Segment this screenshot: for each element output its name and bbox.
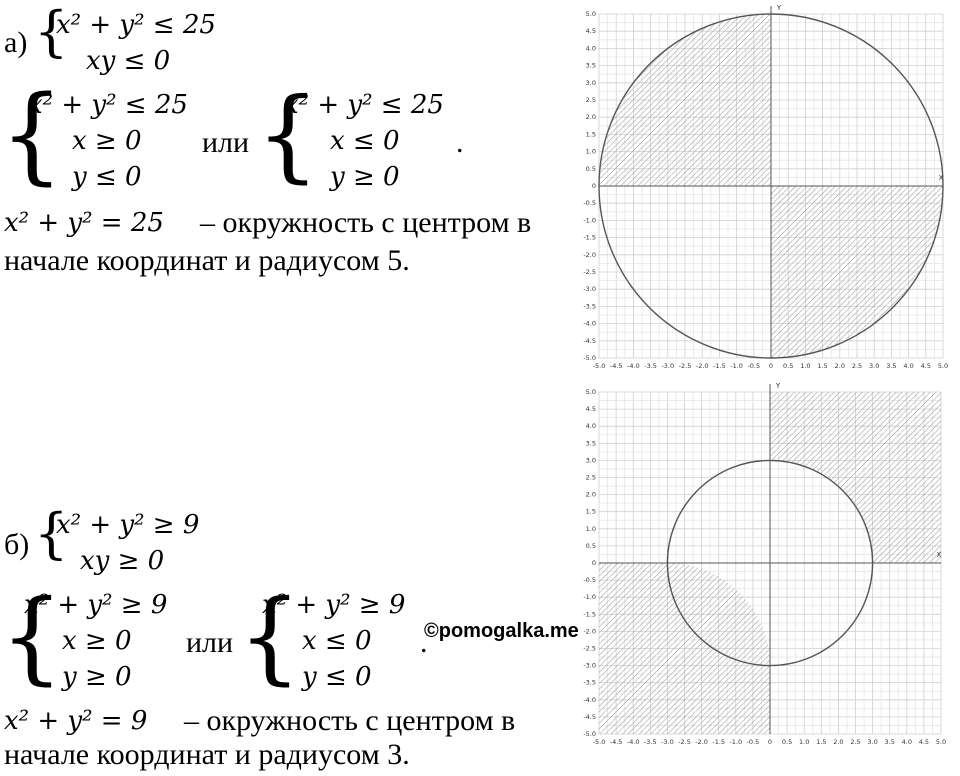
- case-line: y ≤ 0: [72, 162, 142, 192]
- x-tick-label: 3.0: [869, 362, 880, 370]
- x-tick-label: 2.5: [851, 362, 863, 370]
- x-axis-label: X: [938, 174, 944, 182]
- x-tick-label: -2.0: [695, 738, 708, 746]
- graph-a: [580, 0, 960, 378]
- y-tick-label: 3.0: [585, 78, 596, 87]
- y-tick-label: 1.5: [585, 130, 596, 139]
- y-tick-label: 4.0: [585, 422, 596, 431]
- x-tick-label: 3.5: [886, 362, 897, 370]
- case-line: x ≤ 0: [302, 626, 372, 656]
- x-tick-label: 0: [768, 362, 774, 370]
- y-tick-label: 3.5: [585, 61, 596, 70]
- system-line: xy ≤ 0: [86, 46, 171, 76]
- x-tick-label: 3.5: [884, 738, 895, 746]
- system-line: xy ≥ 0: [80, 546, 165, 576]
- y-tick-label: -0.5: [583, 576, 596, 585]
- y-tick-label: 0.5: [585, 164, 596, 173]
- y-tick-label: -0.5: [583, 199, 596, 208]
- part-a-label: а): [4, 26, 28, 59]
- x-tick-label: 1.0: [800, 362, 811, 370]
- y-tick-label: -1.0: [583, 593, 596, 602]
- description-text: – окружность с центром в: [184, 704, 516, 737]
- system-line: x² + y² ≤ 25: [56, 10, 216, 40]
- y-tick-label: -3.5: [583, 302, 596, 311]
- description-text: начале координат и радиусом 3.: [4, 738, 410, 771]
- x-tick-label: -3.0: [661, 362, 675, 370]
- y-tick-label: 0.5: [585, 541, 596, 550]
- y-tick-label: -4.5: [583, 712, 596, 721]
- y-tick-label: -5.0: [583, 730, 596, 738]
- or-word: или: [202, 126, 250, 159]
- description-formula: x² + y² = 25: [4, 208, 164, 238]
- y-tick-label: 4.0: [585, 44, 596, 53]
- case-line: x² + y² ≥ 9: [262, 590, 406, 620]
- case-line: x² + y² ≤ 25: [284, 90, 444, 120]
- y-tick-label: -2.0: [583, 250, 596, 259]
- y-tick-label: 4.5: [585, 405, 596, 414]
- x-tick-label: -0.5: [746, 738, 760, 746]
- watermark: ©pomogalka.me: [424, 620, 579, 642]
- y-tick-label: 0: [591, 559, 596, 567]
- x-tick-label: -4.5: [609, 362, 623, 370]
- x-tick-label: 4.5: [920, 362, 931, 370]
- x-tick-label: 0.5: [783, 362, 794, 370]
- y-tick-label: -2.0: [583, 627, 596, 636]
- x-tick-label: -4.0: [626, 738, 640, 746]
- x-tick-label: -2.5: [678, 362, 692, 370]
- x-tick-label: 5.0: [937, 362, 949, 370]
- x-tick-label: -1.0: [729, 738, 743, 746]
- period: .: [456, 126, 464, 159]
- y-tick-label: 2.5: [585, 473, 596, 482]
- y-tick-label: 4.5: [585, 27, 596, 36]
- x-tick-label: 3.0: [867, 738, 878, 746]
- system-brace: {: [34, 502, 69, 565]
- x-tick-label: 0.5: [781, 738, 793, 746]
- case-line: y ≥ 0: [330, 162, 400, 192]
- y-tick-label: 1.0: [585, 147, 596, 156]
- period: .: [420, 626, 428, 659]
- x-tick-label: 5.0: [935, 738, 947, 746]
- x-tick-label: 1.0: [799, 738, 810, 746]
- y-tick-label: 2.0: [585, 113, 596, 122]
- case-line: x² + y² ≤ 25: [28, 90, 188, 120]
- x-tick-label: -3.0: [661, 738, 674, 746]
- graph-b: [580, 380, 960, 746]
- x-tick-label: 4.0: [901, 738, 912, 746]
- case-line: y ≥ 0: [62, 662, 132, 692]
- y-tick-label: 5.0: [585, 10, 596, 18]
- x-tick-label: -1.0: [730, 362, 743, 370]
- y-tick-label: 1.5: [585, 507, 596, 516]
- y-tick-label: 1.0: [585, 524, 596, 533]
- case-line: y ≤ 0: [302, 662, 372, 692]
- y-tick-label: -3.0: [583, 661, 596, 670]
- case-brace: {: [0, 73, 64, 196]
- y-tick-label: 0: [591, 182, 596, 190]
- x-tick-label: 2.0: [833, 738, 844, 746]
- y-tick-label: 3.5: [585, 439, 596, 448]
- case-brace: {: [0, 578, 64, 695]
- x-tick-label: 2.0: [834, 362, 845, 370]
- x-tick-label: -3.5: [643, 738, 657, 746]
- y-tick-label: -1.5: [583, 233, 596, 242]
- part-b-label: б): [4, 528, 30, 561]
- system-line: x² + y² ≥ 9: [56, 510, 200, 540]
- x-tick-label: 1.5: [817, 362, 828, 370]
- case-line: x² + y² ≥ 9: [24, 590, 168, 620]
- y-tick-label: -4.0: [583, 319, 596, 328]
- y-tick-label: -3.0: [583, 285, 596, 294]
- y-tick-label: -2.5: [583, 644, 596, 653]
- x-tick-label: -0.5: [747, 362, 761, 370]
- x-axis-label: X: [936, 551, 942, 559]
- y-tick-label: -1.5: [583, 610, 596, 619]
- system-brace: {: [34, 0, 69, 63]
- x-tick-label: -4.0: [627, 362, 640, 370]
- case-brace: {: [238, 578, 302, 695]
- y-tick-label: -3.5: [583, 678, 596, 687]
- x-tick-label: 4.5: [918, 738, 930, 746]
- case-line: x ≥ 0: [72, 126, 142, 156]
- x-tick-label: 1.5: [816, 738, 827, 746]
- description-text: начале координат и радиусом 5.: [4, 244, 410, 277]
- x-tick-label: -1.5: [712, 738, 726, 746]
- x-tick-label: 2.5: [850, 738, 861, 746]
- case-line: x ≥ 0: [62, 626, 132, 656]
- x-tick-label: -5.0: [592, 738, 606, 746]
- y-tick-label: 5.0: [585, 388, 596, 396]
- x-tick-label: -5.0: [592, 362, 606, 370]
- description-text: – окружность с центром в: [200, 206, 532, 239]
- x-tick-label: -1.5: [713, 362, 726, 370]
- x-tick-label: -3.5: [644, 362, 657, 370]
- case-brace: {: [256, 76, 320, 193]
- x-tick-label: 0: [767, 738, 773, 746]
- y-tick-label: 3.0: [585, 456, 596, 465]
- y-tick-label: -1.0: [583, 216, 596, 225]
- x-tick-label: -2.5: [678, 738, 691, 746]
- y-axis-label: Y: [776, 4, 782, 12]
- y-axis-label: Y: [775, 382, 781, 390]
- y-tick-label: -2.5: [583, 268, 596, 276]
- x-tick-label: 4.0: [903, 362, 914, 370]
- x-tick-label: -2.0: [695, 362, 709, 370]
- y-tick-label: -4.0: [583, 695, 596, 704]
- description-formula: x² + y² = 9: [4, 706, 148, 736]
- y-tick-label: -5.0: [583, 354, 596, 362]
- case-line: x ≤ 0: [330, 126, 400, 156]
- or-word: или: [186, 626, 234, 659]
- y-tick-label: 2.5: [585, 96, 596, 104]
- y-tick-label: -4.5: [583, 336, 596, 345]
- x-tick-label: -4.5: [609, 738, 623, 746]
- y-tick-label: 2.0: [585, 490, 596, 499]
